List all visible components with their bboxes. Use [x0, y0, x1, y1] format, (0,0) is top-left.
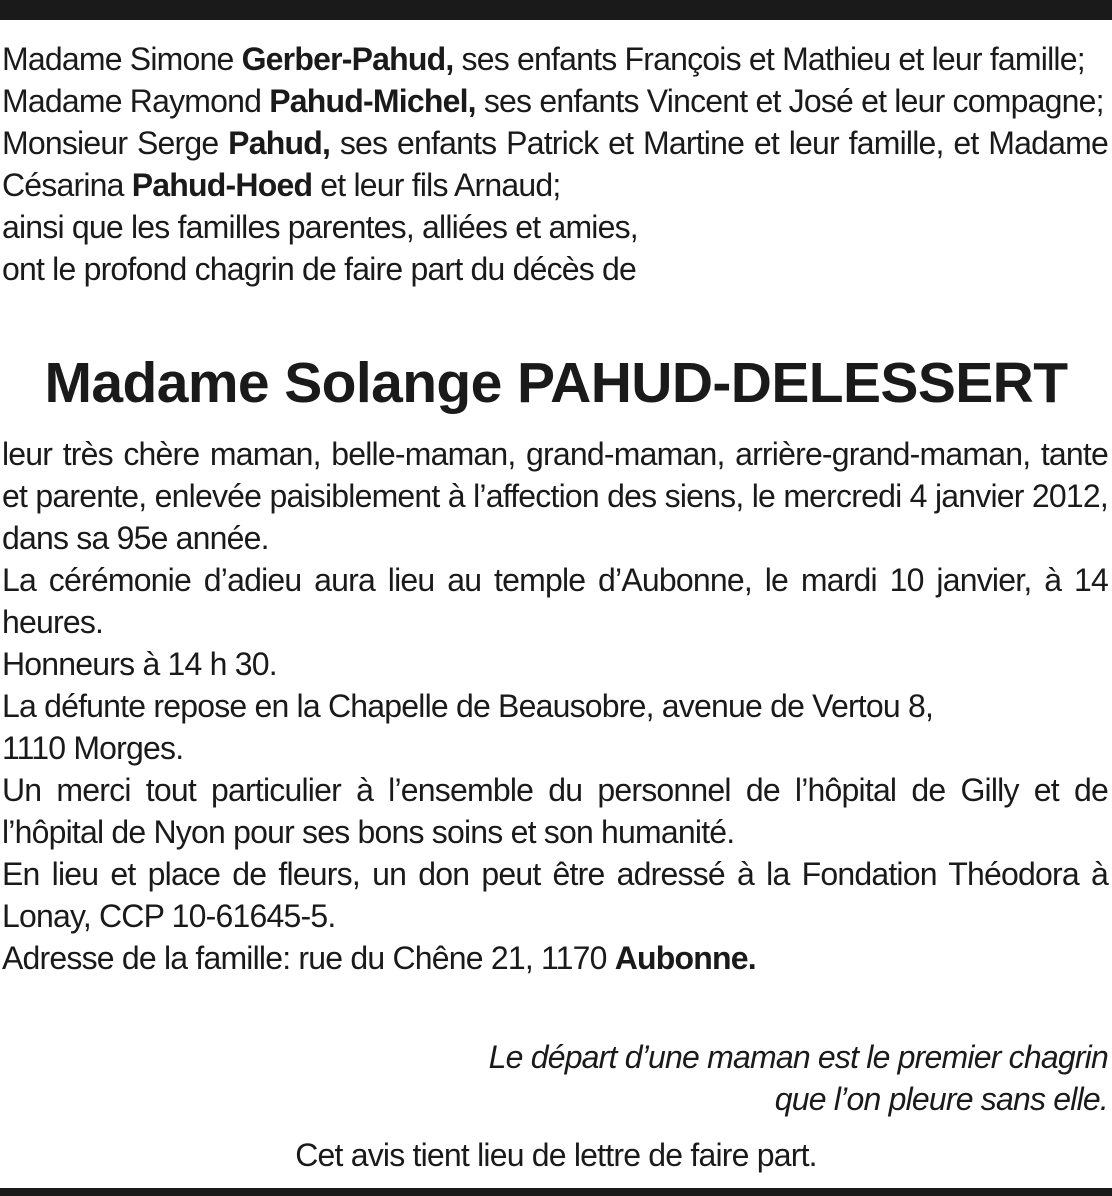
details-ceremony: La cérémonie d’adieu aura lieu au temple d’Aubonne, le mardi 10 janvier, à 14 heures.	[2, 562, 1108, 640]
details-donation: En lieu et place de fleurs, un don peut être adressé à la Fondation Théodora à Lonay, CCP 10-61645-5.	[2, 856, 1108, 934]
announcement-details	[2, 433, 1108, 979]
family-line-gerber: Madame Simone Gerber-Pahud, ses enfants François et Mathieu et leur famille;	[2, 41, 1085, 77]
details-chapel-city: 1110 Morges.	[2, 730, 184, 766]
quote-line-1: Le départ d’une maman est le premier chagrin	[488, 1039, 1108, 1075]
details-thanks: Un merci tout particulier à l’ensemble du personnel de l’hôpital de Gilly et de l’hôpital de Nyon pour ses bons soins et son humanité.	[2, 772, 1108, 850]
family-line-intro: ont le profond chagrin de faire part du décès de	[2, 251, 637, 287]
details-relationship: leur très chère maman, belle-maman, grand-maman, arrière-grand-maman, tante et parente, enlevée paisiblement à l’affection des siens, le mercredi 4 janvier 2012, dans sa 95e année.	[2, 436, 1108, 556]
bottom-rule	[0, 1188, 1112, 1196]
family-line-relatives: ainsi que les familles parentes, alliées et amies,	[2, 209, 638, 245]
family-announcement	[2, 38, 1108, 290]
memorial-quote	[348, 1036, 1108, 1120]
family-line-pahud-michel: Madame Raymond Pahud-Michel, ses enfants Vincent et José et leur compagne;	[2, 83, 1104, 119]
details-honours: Honneurs à 14 h 30.	[2, 646, 277, 682]
deceased-name: Madame Solange PAHUD-DELESSERT	[44, 351, 1068, 415]
details-chapel: La défunte repose en la Chapelle de Beausobre, avenue de Vertou 8,	[2, 688, 934, 724]
details-family-address: Adresse de la famille: rue du Chêne 21, 1170 Aubonne.	[2, 940, 756, 976]
family-line-pahud: Monsieur Serge Pahud, ses enfants Patrick et Martine et leur famille, et Madame Césarina Pahud-Hoed et leur fils Arnaud;	[2, 125, 1108, 203]
top-rule	[0, 0, 1112, 20]
quote-line-2: que l’on pleure sans elle.	[774, 1081, 1108, 1117]
closing-note: Cet avis tient lieu de lettre de faire part.	[295, 1137, 817, 1173]
